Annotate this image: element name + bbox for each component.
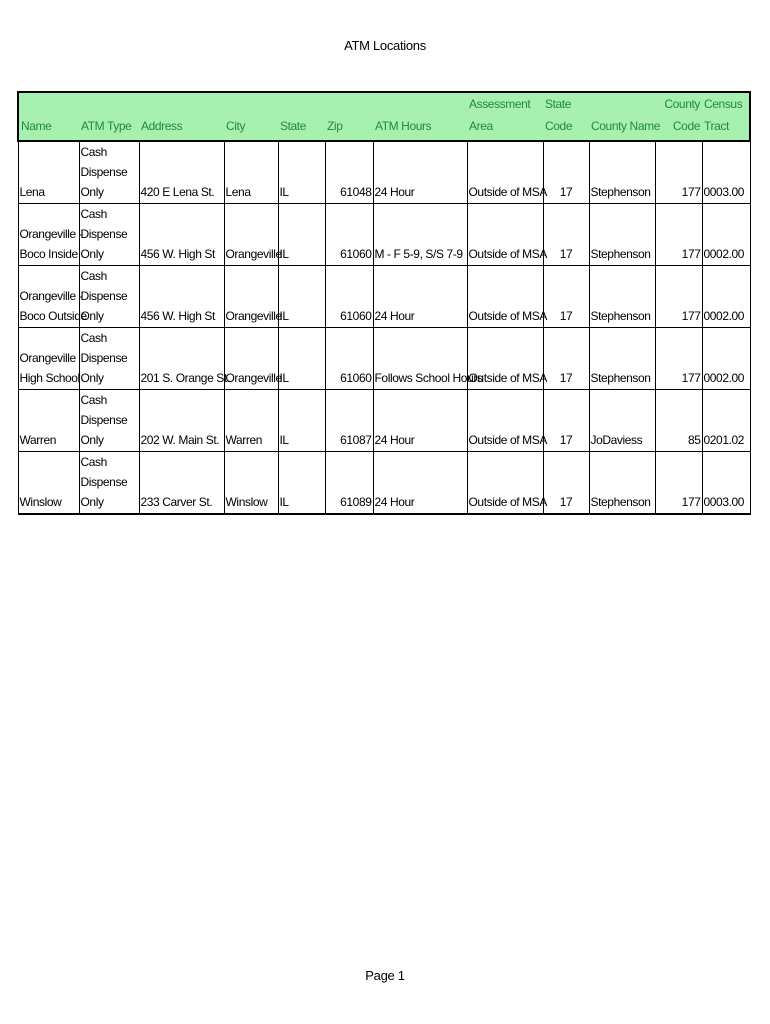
cell-county-code: 177 <box>655 204 702 266</box>
cell-city: Orangeville <box>224 204 278 266</box>
cell-state: IL <box>278 452 325 515</box>
cell-county-name: Stephenson <box>589 328 655 390</box>
cell-census-tract: 0002.00 <box>702 266 750 328</box>
cell-address: 420 E Lena St. <box>139 141 224 204</box>
cell-address: 202 W. Main St. <box>139 390 224 452</box>
cell-state-code: 17 <box>543 452 589 515</box>
cell-name: Lena <box>18 141 79 204</box>
cell-state-code: 17 <box>543 141 589 204</box>
header-county-code: County Code <box>655 92 702 141</box>
cell-name: Winslow <box>18 452 79 515</box>
cell-county-code: 177 <box>655 452 702 515</box>
table-row <box>18 328 750 390</box>
cell-city: Winslow <box>224 452 278 515</box>
header-name: Name <box>18 92 79 141</box>
cell-city: Warren <box>224 390 278 452</box>
cell-county-code: 177 <box>655 328 702 390</box>
cell-state: IL <box>278 141 325 204</box>
cell-county-name: JoDaviess <box>589 390 655 452</box>
cell-atm-type: Cash Dispense Only <box>79 204 139 266</box>
cell-county-name: Stephenson <box>589 452 655 515</box>
cell-census-tract: 0002.00 <box>702 328 750 390</box>
cell-city: Lena <box>224 141 278 204</box>
header-assessment-area: Assessment Area <box>467 92 543 141</box>
header-atm-type: ATM Type <box>79 92 139 141</box>
cell-zip: 61060 <box>325 328 373 390</box>
page-number: Page 1 <box>365 968 405 983</box>
table-row <box>18 141 750 204</box>
header-county-name: County Name <box>589 92 655 141</box>
cell-county-name: Stephenson <box>589 204 655 266</box>
cell-zip: 61089 <box>325 452 373 515</box>
cell-zip: 61048 <box>325 141 373 204</box>
cell-address: 456 W. High St <box>139 204 224 266</box>
cell-zip: 61087 <box>325 390 373 452</box>
cell-atm-hours: 24 Hour <box>373 266 467 328</box>
cell-county-code: 177 <box>655 266 702 328</box>
cell-assessment-area: Outside of MSA <box>467 328 543 390</box>
cell-state-code: 17 <box>543 390 589 452</box>
table-row <box>18 390 750 452</box>
cell-assessment-area: Outside of MSA <box>467 266 543 328</box>
table-row <box>18 204 750 266</box>
page-title: ATM Locations <box>344 38 426 53</box>
cell-county-code: 85 <box>655 390 702 452</box>
cell-county-code: 177 <box>655 141 702 204</box>
cell-state-code: 17 <box>543 266 589 328</box>
cell-atm-hours: Follows School Hours <box>373 328 467 390</box>
cell-state: IL <box>278 328 325 390</box>
table-row <box>18 452 750 515</box>
cell-atm-hours: 24 Hour <box>373 452 467 515</box>
cell-assessment-area: Outside of MSA <box>467 204 543 266</box>
cell-census-tract: 0201.02 <box>702 390 750 452</box>
cell-assessment-area: Outside of MSA <box>467 390 543 452</box>
cell-atm-type: Cash Dispense Only <box>79 328 139 390</box>
cell-address: 233 Carver St. <box>139 452 224 515</box>
cell-census-tract: 0003.00 <box>702 452 750 515</box>
cell-city: Orangeville <box>224 328 278 390</box>
cell-atm-type: Cash Dispense Only <box>79 390 139 452</box>
cell-atm-type: Cash Dispense Only <box>79 266 139 328</box>
cell-zip: 61060 <box>325 204 373 266</box>
header-state: State <box>278 92 325 141</box>
cell-atm-hours: 24 Hour <box>373 390 467 452</box>
atm-locations-table <box>17 91 751 515</box>
cell-state-code: 17 <box>543 204 589 266</box>
cell-name: Orangeville - Boco Inside <box>18 204 79 266</box>
cell-name: Warren <box>18 390 79 452</box>
cell-atm-type: Cash Dispense Only <box>79 452 139 515</box>
cell-assessment-area: Outside of MSA <box>467 452 543 515</box>
cell-assessment-area: Outside of MSA <box>467 141 543 204</box>
cell-state: IL <box>278 266 325 328</box>
header-row <box>18 92 750 141</box>
cell-state-code: 17 <box>543 328 589 390</box>
table-row <box>18 266 750 328</box>
cell-state: IL <box>278 390 325 452</box>
cell-address: 201 S. Orange St. <box>139 328 224 390</box>
cell-county-name: Stephenson <box>589 266 655 328</box>
cell-atm-type: Cash Dispense Only <box>79 141 139 204</box>
cell-state: IL <box>278 204 325 266</box>
cell-address: 456 W. High St <box>139 266 224 328</box>
cell-census-tract: 0003.00 <box>702 141 750 204</box>
cell-city: Orangeville <box>224 266 278 328</box>
cell-name: Orangeville - Boco Outside <box>18 266 79 328</box>
header-state-code: State Code <box>543 92 589 141</box>
header-zip: Zip <box>325 92 373 141</box>
cell-census-tract: 0002.00 <box>702 204 750 266</box>
header-atm-hours: ATM Hours <box>373 92 467 141</box>
cell-name: Orangeville High School <box>18 328 79 390</box>
cell-zip: 61060 <box>325 266 373 328</box>
cell-atm-hours: M - F 5-9, S/S 7-9 <box>373 204 467 266</box>
header-census-tract: Census Tract <box>702 92 750 141</box>
cell-county-name: Stephenson <box>589 141 655 204</box>
header-city: City <box>224 92 278 141</box>
header-address: Address <box>139 92 224 141</box>
cell-atm-hours: 24 Hour <box>373 141 467 204</box>
